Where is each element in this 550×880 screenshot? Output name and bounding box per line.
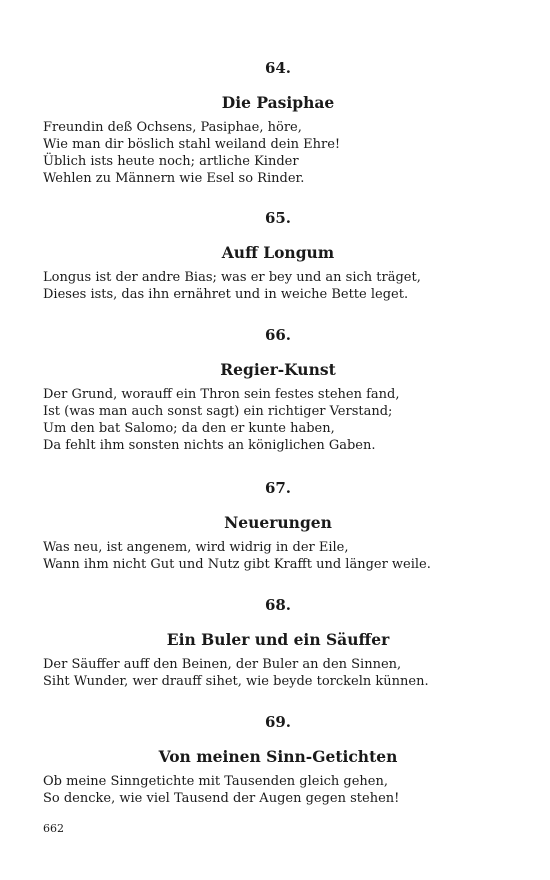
verse-line: Ist (was man auch sonst sagt) ein richtiger Verstand; — [43, 404, 393, 419]
poem-number: 66. — [264, 326, 292, 344]
poem-title: Neuerungen — [224, 513, 332, 532]
poem-title: Von meinen Sinn-Getichten — [158, 747, 398, 766]
poem-number: 68. — [264, 596, 292, 614]
verse-line: Der Grund, worauff ein Thron sein festes stehen fand, — [43, 387, 400, 402]
verse-line: Longus ist der andre Bias; was er bey und an sich träget, — [43, 270, 421, 285]
poem-65 — [43, 209, 513, 303]
verse-line: Freundin deß Ochsens, Pasiphae, höre, — [43, 120, 302, 135]
verse-line: Wie man dir böslich stahl weiland dein Ehre! — [43, 137, 341, 152]
page-number: 662 — [43, 822, 64, 835]
poem-number: 67. — [264, 479, 292, 497]
poem-68 — [43, 596, 513, 690]
poem-title: Regier-Kunst — [220, 360, 336, 379]
verse-line: Was neu, ist angenem, wird widrig in der Eile, — [43, 540, 349, 555]
poem-body — [43, 386, 513, 454]
poem-67 — [43, 479, 513, 573]
verse-line: Ob meine Sinngetichte mit Tausenden gleich gehen, — [43, 774, 388, 789]
verse-line: Um den bat Salomo; da den er kunte haben, — [43, 421, 335, 436]
verse-line: Der Säuffer auff den Beinen, der Buler an den Sinnen, — [43, 657, 402, 672]
poem-body — [43, 539, 513, 573]
verse-line: Wehlen zu Männern wie Esel so Rinder. — [43, 171, 305, 186]
poem-number: 65. — [264, 209, 292, 227]
poem-66 — [43, 326, 513, 454]
verse-line: Wann ihm nicht Gut und Nutz gibt Krafft und länger weile. — [43, 557, 431, 572]
poem-number: 64. — [264, 59, 292, 77]
poem-body — [43, 269, 513, 303]
verse-line: So dencke, wie viel Tausend der Augen gegen stehen! — [43, 791, 400, 806]
poem-title: Auff Longum — [221, 243, 335, 262]
poem-title: Die Pasiphae — [221, 93, 335, 112]
verse-line: Üblich ists heute noch; artliche Kinder — [43, 154, 299, 169]
poem-number: 69. — [264, 713, 292, 731]
poem-body — [43, 119, 513, 187]
poem-title: Ein Buler und ein Säuffer — [166, 630, 390, 649]
poem-body — [43, 656, 513, 690]
poem-69 — [43, 713, 513, 807]
poem-64 — [43, 59, 513, 187]
verse-line: Dieses ists, das ihn ernähret und in weiche Bette leget. — [43, 287, 409, 302]
verse-line: Siht Wunder, wer drauff sihet, wie beyde torckeln künnen. — [43, 674, 429, 689]
verse-line: Da fehlt ihm sonsten nichts an königlichen Gaben. — [43, 438, 376, 453]
poem-body — [43, 773, 513, 807]
